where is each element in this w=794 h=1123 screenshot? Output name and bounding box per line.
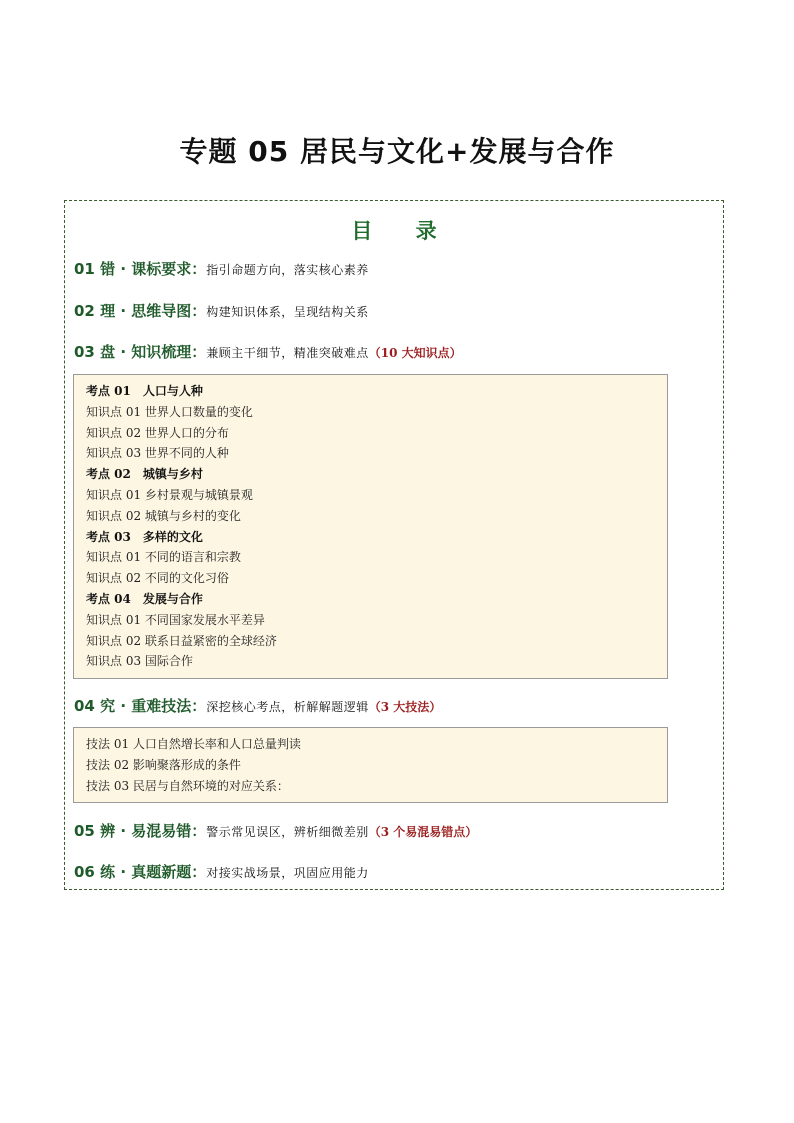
section-label: 05 辨 · 易混易错： — [74, 822, 207, 840]
toc-section-04 — [74, 695, 441, 716]
toc-frame — [64, 200, 724, 890]
section-desc: 指引命题方向，落实核心素养 — [206, 263, 369, 277]
toc-section-01 — [74, 258, 369, 279]
knowledge-points-box — [73, 374, 668, 679]
section-desc: 兼顾主干细节，精准突破难点 — [206, 346, 369, 360]
section-note: （10 大知识点） — [368, 346, 462, 360]
knowledge-row: 知识点 03 国际合作 — [86, 654, 193, 669]
section-desc: 深挖核心考点，析解解题逻辑 — [206, 700, 369, 714]
knowledge-row: 知识点 02 世界人口的分布 — [86, 425, 229, 440]
section-note: （3 大技法） — [368, 700, 442, 714]
section-label: 06 练 · 真题新题： — [74, 863, 207, 881]
section-label: 04 究 · 重难技法： — [74, 697, 207, 715]
section-desc: 警示常见误区，辨析细微差别 — [206, 825, 369, 839]
knowledge-row: 知识点 01 不同国家发展水平差异 — [86, 612, 265, 627]
knowledge-row: 考点 01 人口与人种 — [86, 384, 203, 398]
toc-section-02 — [74, 300, 369, 321]
toc-section-03 — [74, 341, 462, 362]
knowledge-row: 考点 04 发展与合作 — [86, 591, 203, 606]
knowledge-row: 知识点 03 世界不同的人种 — [86, 446, 229, 461]
knowledge-row: 考点 02 城镇与乡村 — [86, 467, 203, 482]
skill-row: 技法 02 影响聚落形成的条件 — [86, 757, 241, 772]
knowledge-row: 知识点 02 不同的文化习俗 — [86, 571, 229, 586]
section-label: 02 理 · 思维导图： — [74, 302, 207, 320]
knowledge-row: 知识点 01 不同的语言和宗教 — [86, 550, 241, 565]
toc-section-05 — [74, 820, 477, 841]
skills-box — [73, 727, 668, 803]
knowledge-row: 考点 03 多样的文化 — [86, 529, 203, 544]
skill-row: 技法 01 人口自然增长率和人口总量判读 — [86, 737, 301, 751]
page-title: 专题 05 居民与文化+发展与合作 — [179, 135, 615, 168]
knowledge-row: 知识点 01 世界人口数量的变化 — [86, 404, 253, 419]
skill-row: 技法 03 民居与自然环境的对应关系： — [86, 778, 289, 793]
section-label: 01 错 · 课标要求： — [74, 260, 207, 278]
section-label: 03 盘 · 知识梳理： — [74, 343, 207, 361]
knowledge-row: 知识点 02 联系日益紧密的全球经济 — [86, 633, 277, 648]
knowledge-row: 知识点 02 城镇与乡村的变化 — [86, 508, 241, 523]
section-desc: 构建知识体系，呈现结构关系 — [206, 305, 369, 319]
toc-heading: 目 录 — [351, 219, 455, 243]
section-note: （3 个易混易错点） — [368, 825, 478, 839]
knowledge-row: 知识点 01 乡村景观与城镇景观 — [86, 487, 253, 502]
section-desc: 对接实战场景，巩固应用能力 — [206, 866, 369, 880]
toc-section-06 — [74, 861, 369, 882]
